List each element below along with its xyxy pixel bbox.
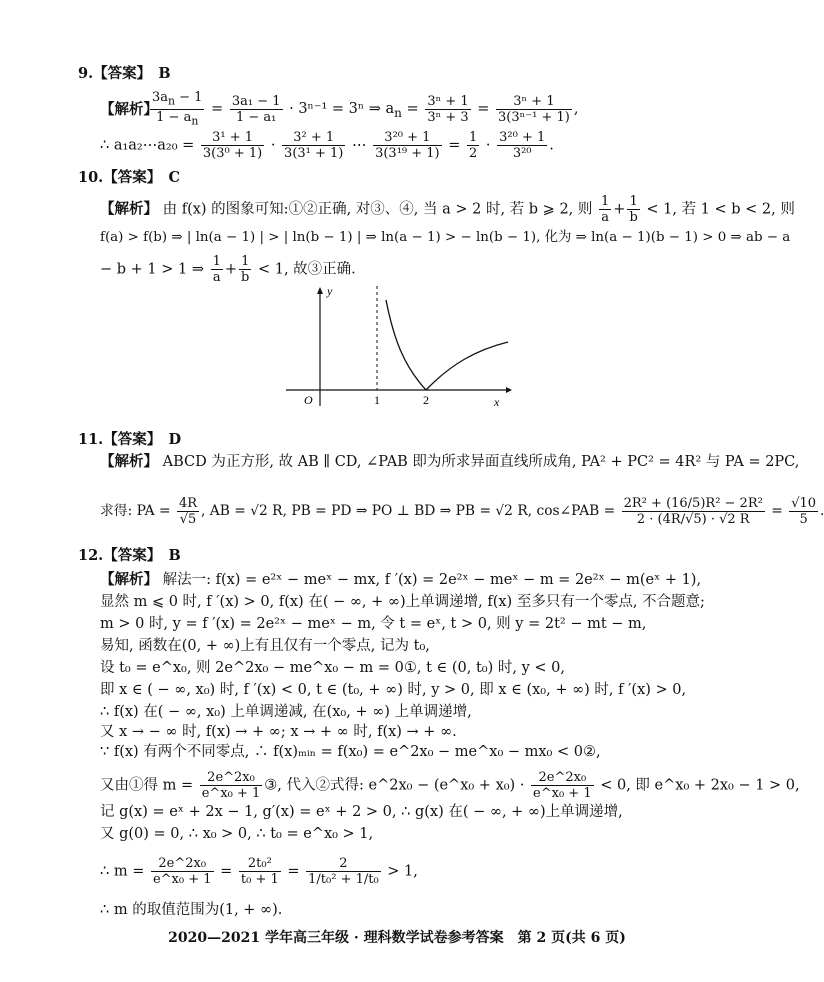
- q12-line-5: 设 t₀ = e^x₀, 则 2e^2x₀ − me^x₀ − m = 0①, t ∈ (0, t₀) 时, y < 0,: [100, 660, 565, 676]
- x-axis-arrow-icon: [506, 387, 512, 393]
- q11-line-1: 【解析】 ABCD 为正方形, 故 AB ∥ CD, ∠PAB 即为所求异面直线所成角, PA² + PC² = 4R² 与 PA = 2PC,: [100, 453, 800, 470]
- page-footer: 2020—2021 学年高三年级 · 理科数学试卷参考答案 第 2 页(共 6 页): [168, 930, 626, 946]
- q12-line-3: m > 0 时, y = f ′(x) = 2e²ˣ − meˣ − m, 令 t = eˣ, t > 0, 则 y = 2t² − mt − m,: [100, 616, 647, 632]
- q12-line-6: 即 x ∈ ( − ∞, x₀) 时, f ′(x) < 0, t ∈ (t₀, + ∞) 时, y > 0, 即 x ∈ (x₀, + ∞) 时, f ′(x) > 0,: [100, 682, 687, 698]
- q11-answer-header: 11.【答案】 D: [78, 431, 182, 448]
- y-axis-label: y: [327, 284, 333, 298]
- y-axis-arrow-icon: [317, 287, 323, 294]
- q10-function-graph: [276, 282, 516, 412]
- q12-line-2: 显然 m ⩽ 0 时, f ′(x) > 0, f(x) 在( − ∞, + ∞)上单调递增, f(x) 至多只有一个零点, 不合题意;: [100, 594, 705, 610]
- q12-line-12: 又 g(0) = 0, ∴ x₀ > 0, ∴ t₀ = e^x₀ > 1,: [100, 826, 374, 842]
- q12-line-7: ∴ f(x) 在( − ∞, x₀) 上单调递减, 在(x₀, + ∞) 上单调递增,: [100, 704, 472, 720]
- q10-line-3: − b + 1 > 1 ⇒ $\frac{1}{a}$ + $\frac{1}{b}$ < 1, 故③正确.: [100, 254, 356, 285]
- q10-line-1: 【解析】 由 f(x) 的图象可知:①②正确, 对③、④, 当 a > 2 时, 若 b ⩾ 2, 则 $\frac{1}{a}$ + $\frac{1}{b}$ < 1, 若 1 < b < 2, 则: [100, 194, 795, 225]
- curve-left-branch: [386, 300, 426, 390]
- curve-right-branch: [426, 342, 508, 390]
- x-axis-label: x: [494, 395, 500, 409]
- q12-line-4: 易知, 函数在(0, + ∞)上有且仅有一个零点, 记为 t₀,: [100, 638, 430, 654]
- q10-answer-header: 10.【答案】 C: [78, 169, 181, 186]
- q11-line-2: 求得: PA = $\frac{4R}{√5}$ , AB = √2 R, PB = PD ⇒ PO ⊥ BD ⇒ PB = √2 R, cos∠PAB = $\frac{\text{2R² + (16/5)R² − 2R²}}{2 \cdot (4R/√5) \cdot √2 R}$ = $\frac{√10}{5}$ .: [100, 496, 824, 527]
- q12-line-13: ∴ m = $\frac{\text{2e\textasciicircum{}2x₀}}{\text{e\textasciicircum{}x₀ + 1}}$ = $\frac{\text{2t₀²}}{\text{t₀ + 1}}$ = $\frac{2}{\text{1/t₀² + 1/t₀}}$ > 1,: [100, 856, 418, 887]
- q12-line-9: ∵ f(x) 有两个不同零点, ∴ f(x)ₘᵢₙ = f(x₀) = e^2x₀ − me^x₀ − mx₀ < 0②,: [100, 744, 601, 760]
- q10-line-2: f(a) > f(b) ⇒ | ln(a − 1) | > | ln(b − 1) | ⇒ ln(a − 1) > − ln(b − 1), 化为 ⇒ ln(a − 1)(b − 1) > 0 ⇒ ab − a: [100, 230, 791, 245]
- q12-line-14: ∴ m 的取值范围为(1, + ∞).: [100, 902, 283, 918]
- q12-line-11: 记 g(x) = eˣ + 2x − 1, g′(x) = eˣ + 2 > 0, ∴ g(x) 在( − ∞, + ∞)上单调递增,: [100, 804, 623, 820]
- tick-label-1: 1: [374, 393, 380, 407]
- q12-answer-header: 12.【答案】 B: [78, 547, 181, 564]
- q9-line-1: $\frac{3a_n - 1}{1 - a_n}$ = $\frac{\text{3a₁ − 1}}{\text{1 − a₁}}$ · 3ⁿ⁻¹ = 3ⁿ ⇒ $a_n$ = $\frac{\text{3ⁿ + 1}}{\text{3ⁿ + 3}}$ = $\frac{\text{3ⁿ + 1}}{\text{3(3ⁿ⁻¹ + 1)}}$ ,: [152, 90, 579, 128]
- q9-analysis-label: 【解析】: [100, 101, 158, 118]
- q12-line-8: 又 x → − ∞ 时, f(x) → + ∞; x → + ∞ 时, f(x) → + ∞.: [100, 724, 457, 740]
- tick-label-2: 2: [423, 393, 429, 407]
- origin-label: O: [304, 393, 313, 407]
- q12-line-10: 又由①得 m = $\frac{\text{2e\textasciicircum{}2x₀}}{\text{e\textasciicircum{}x₀ + 1}}$ ③, 代入②式得: e^2x₀ − (e^x₀ + x₀) · $\frac{\text{2e\textasciicircum{}2x₀}}{\text{e\textasciicircum{}x₀ + 1}}$ < 0, 即 e^x₀ + 2x₀ − 1 > 0,: [100, 770, 800, 801]
- q9-line-2: ∴ a₁a₂⋯a₂₀ = $\frac{\text{3¹ + 1}}{\text{3(3⁰ + 1)}}$ · $\frac{\text{3² + 1}}{\text{3(3¹ + 1)}}$ ⋯ $\frac{\text{3²⁰ + 1}}{\text{3(3¹⁹ + 1)}}$ = $\frac{1}{2}$ · $\frac{\text{3²⁰ + 1}}{\text{3²⁰}}$ .: [100, 130, 554, 161]
- q9-answer-header: 9.【答案】 B: [78, 65, 171, 82]
- q12-line-1: 【解析】 解法一: f(x) = e²ˣ − meˣ − mx, f ′(x) = 2e²ˣ − meˣ − m = 2e²ˣ − m(eˣ + 1),: [100, 571, 702, 588]
